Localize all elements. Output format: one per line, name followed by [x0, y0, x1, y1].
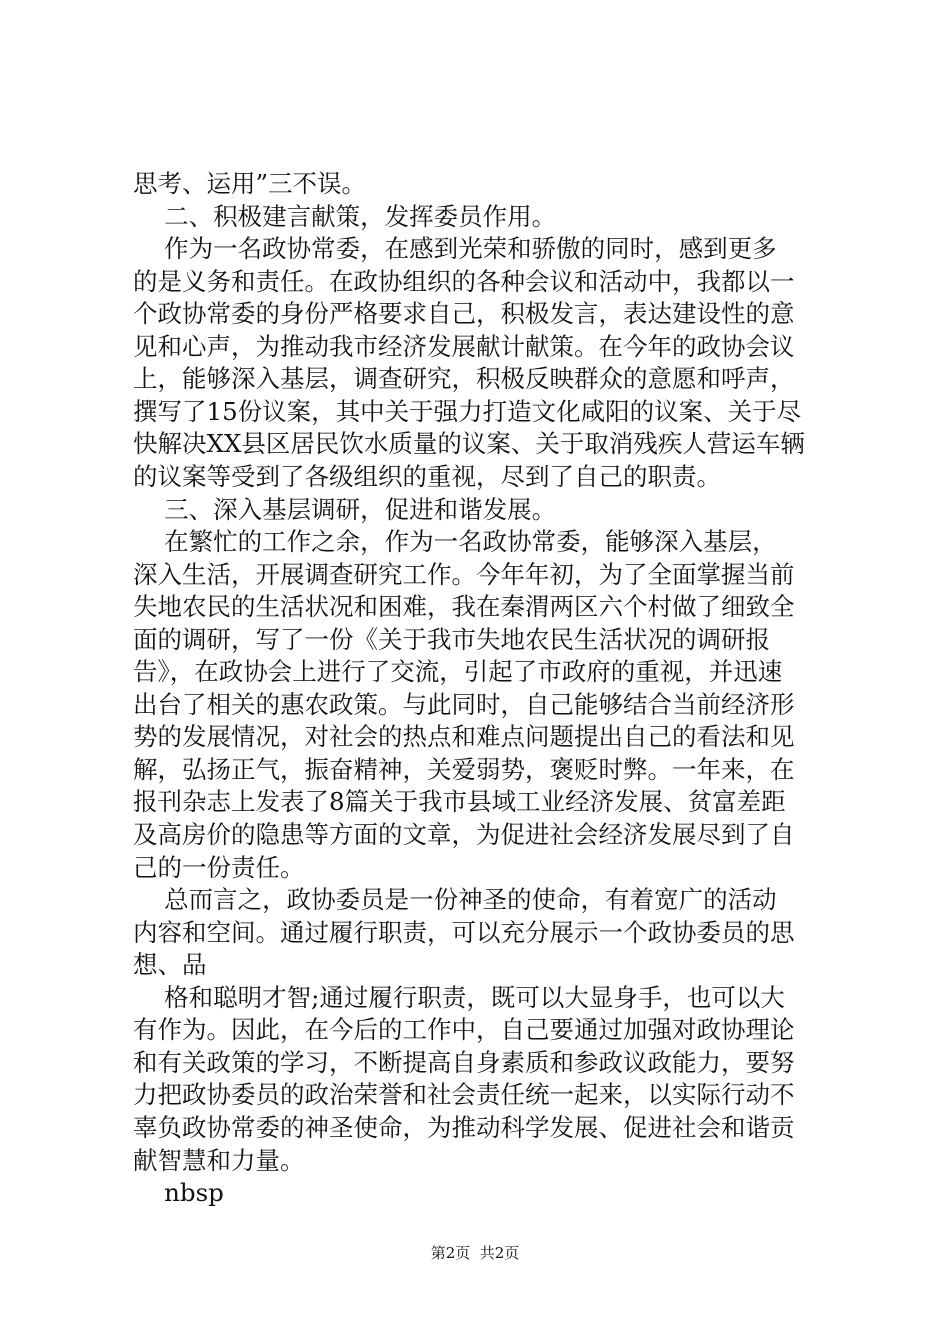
text-line: 二、积极建言献策，发挥委员作用。 — [133, 201, 557, 231]
text-line: 辜负政协常委的神圣使命，为推动科学发展、促进社会和谐贡 — [133, 1112, 795, 1142]
text-line: 深入生活，开展调查研究工作。今年年初，为了全面掌握当前 — [133, 559, 795, 589]
text-line: 及高房价的隐患等方面的文章，为促进社会经济发展尽到了自 — [133, 820, 795, 849]
text-line: 总而言之，政协委员是一份神圣的使命，有着宽广的活动 — [133, 885, 777, 915]
text-line: 的议案等受到了各级组织的重视，尽到了自己的职责。 — [133, 461, 721, 491]
text-line: nbsp — [133, 1178, 224, 1208]
text-line: 失地农民的生活状况和困难，我在秦渭两区六个村做了细致全 — [133, 592, 795, 622]
text-line: 的是义务和责任。在政协组织的各种会议和活动中，我都以一 — [133, 266, 795, 296]
text-line: 撰写了15份议案，其中关于强力打造文化咸阳的议案、关于尽 — [133, 396, 802, 426]
text-line: 格和聪明才智;通过履行职责，既可以大显身手，也可以大 — [133, 982, 785, 1012]
text-line: 献智慧和力量。 — [133, 1145, 305, 1175]
text-line: 个政协常委的身份严格要求自己，积极发言，表达建设性的意 — [133, 299, 795, 329]
text-line: 和有关政策的学习，不断提高自身素质和参政议政能力，要努 — [133, 1047, 795, 1077]
page-footer: 第2页 共2页 — [430, 1244, 520, 1262]
text-line: 解，弘扬正气，振奋精神，关爱弱势，褒贬时弊。一年来，在 — [133, 754, 795, 784]
text-line: 内容和空间。通过履行职责，可以充分展示一个政协委员的思 — [133, 917, 795, 947]
text-line: 快解决XX县区居民饮水质量的议案、关于取消残疾人营运车辆 — [133, 429, 805, 459]
text-line: 面的调研，写了一份《关于我市失地农民生活状况的调研报 — [133, 624, 770, 654]
text-line: 在繁忙的工作之余，作为一名政协常委，能够深入基层， — [133, 527, 777, 557]
text-line: 势的发展情况，对社会的热点和难点问题提出自己的看法和见 — [133, 722, 795, 752]
text-line: 三、深入基层调研，促进和谐发展。 — [133, 494, 557, 524]
text-line: 己的一份责任。 — [133, 852, 305, 882]
text-line: 想、品 — [133, 950, 207, 980]
text-line: 出台了相关的惠农政策。与此同时，自己能够结合当前经济形 — [133, 689, 795, 719]
text-line: 力把政协委员的政治荣誉和社会责任统一起来，以实际行动不 — [133, 1080, 795, 1110]
text-line: 思考、运用”三不误。 — [133, 169, 367, 198]
text-line: 报刊杂志上发表了8篇关于我市县域工业经济发展、贫富差距 — [133, 787, 786, 817]
text-line: 有作为。因此，在今后的工作中，自己要通过加强对政协理论 — [133, 1015, 795, 1045]
text-line: 见和心声，为推动我市经济发展献计献策。在今年的政协会议 — [133, 331, 795, 361]
text-line: 作为一名政协常委，在感到光荣和骄傲的同时，感到更多 — [133, 234, 777, 264]
text-line: 上，能够深入基层，调查研究，积极反映群众的意愿和呼声， — [133, 364, 795, 394]
text-line: 告》，在政协会上进行了交流，引起了市政府的重视，并迅速 — [133, 657, 783, 687]
